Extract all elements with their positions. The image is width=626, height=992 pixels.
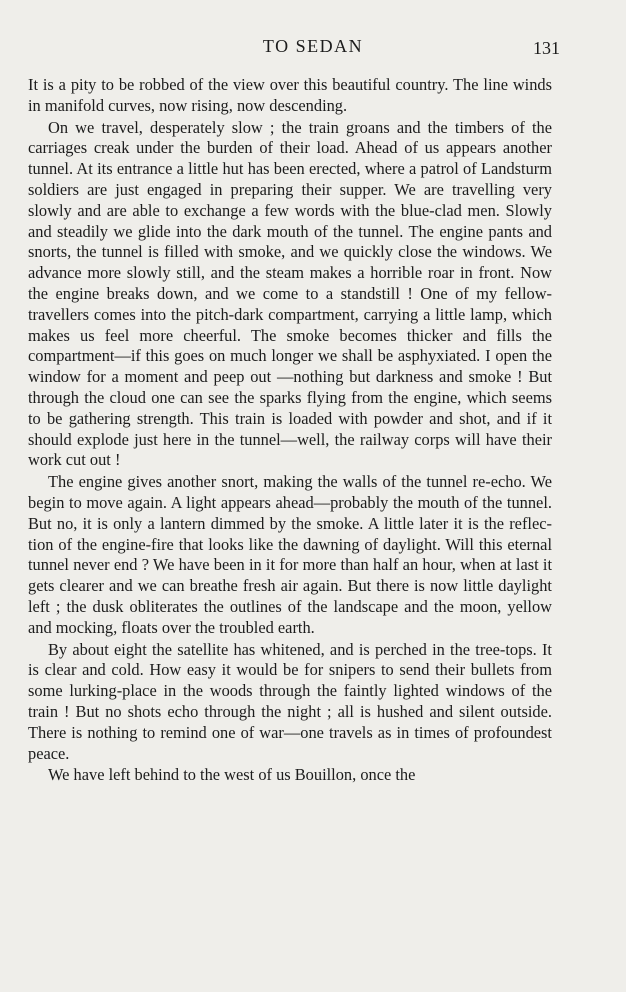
running-head: TO SEDAN [262, 36, 364, 56]
body-text [28, 75, 552, 787]
page-header [0, 36, 626, 62]
page-number: 131 [533, 38, 560, 58]
paragraph: The engine gives another snort, making the walls of the tunnel re-echo. We begin to move again. A light appears ahead—probably the mouth of the tunnel. But no, it is only a lantern dimmed by the smoke. A little later it is the reflection of the engine-fire that looks like the dawning of daylight. Will this eternal tunnel never end ? We have been in it for more than half an hour, when at last it gets clearer and we can breathe fresh air again. But there is now little daylight left ; the dusk obliterates the outlines of the landscape and the moon, yellow and mocking, floats over the troubled earth. [28, 472, 552, 637]
paragraph: On we travel, desperately slow ; the train groans and the timbers of the carriages creak under the burden of their load. Ahead of us appears another tunnel. At its entrance a little hut has been erected, where a patrol of Landsturm soldiers are just engaged in preparing their supper. We are travelling very slowly and are able to exchange a few words with the blue-clad men. Slowly and steadily we glide into the dark mouth of the tunnel. The engine pants and snorts, the tunnel is filled with smoke, and we quickly close the windows. We advance more slowly still, and the steam makes a horrible roar in front. Now the engine breaks down, and we come to a standstill ! One of my fellow-travellers comes into the pitch-dark compartment, carrying a little lamp, which makes us feel more cheerful. The smoke becomes thicker and fills the compartment—if this goes on much longer we shall be asphyxiated. I open the window for a moment and peep out —nothing but darkness and smoke ! But through the cloud one can see the sparks flying from the engine, which seems to be gathering strength. This train is loaded with powder and shot, and if it should explode just here in the tunnel—well, the railway corps will have their work cut out ! [28, 117, 552, 470]
paragraph-continues: We have left behind to the west of us Bouillon, once the [48, 765, 416, 785]
paragraph: By about eight the satellite has whitened, and is perched in the tree-tops. It is clear and cold. How easy it would be for snipers to send their bullets from some lurking-place in the woods through the faintly lighted windows of the train ! But no shots echo through the night ; all is hushed and silent outside. There is nothing to remind one of war—one travels as in times of profoundest peace. [28, 639, 552, 763]
paragraph-continued: It is a pity to be robbed of the view over this beautiful country. The line winds in manifold curves, now rising, now descending. [28, 75, 552, 115]
